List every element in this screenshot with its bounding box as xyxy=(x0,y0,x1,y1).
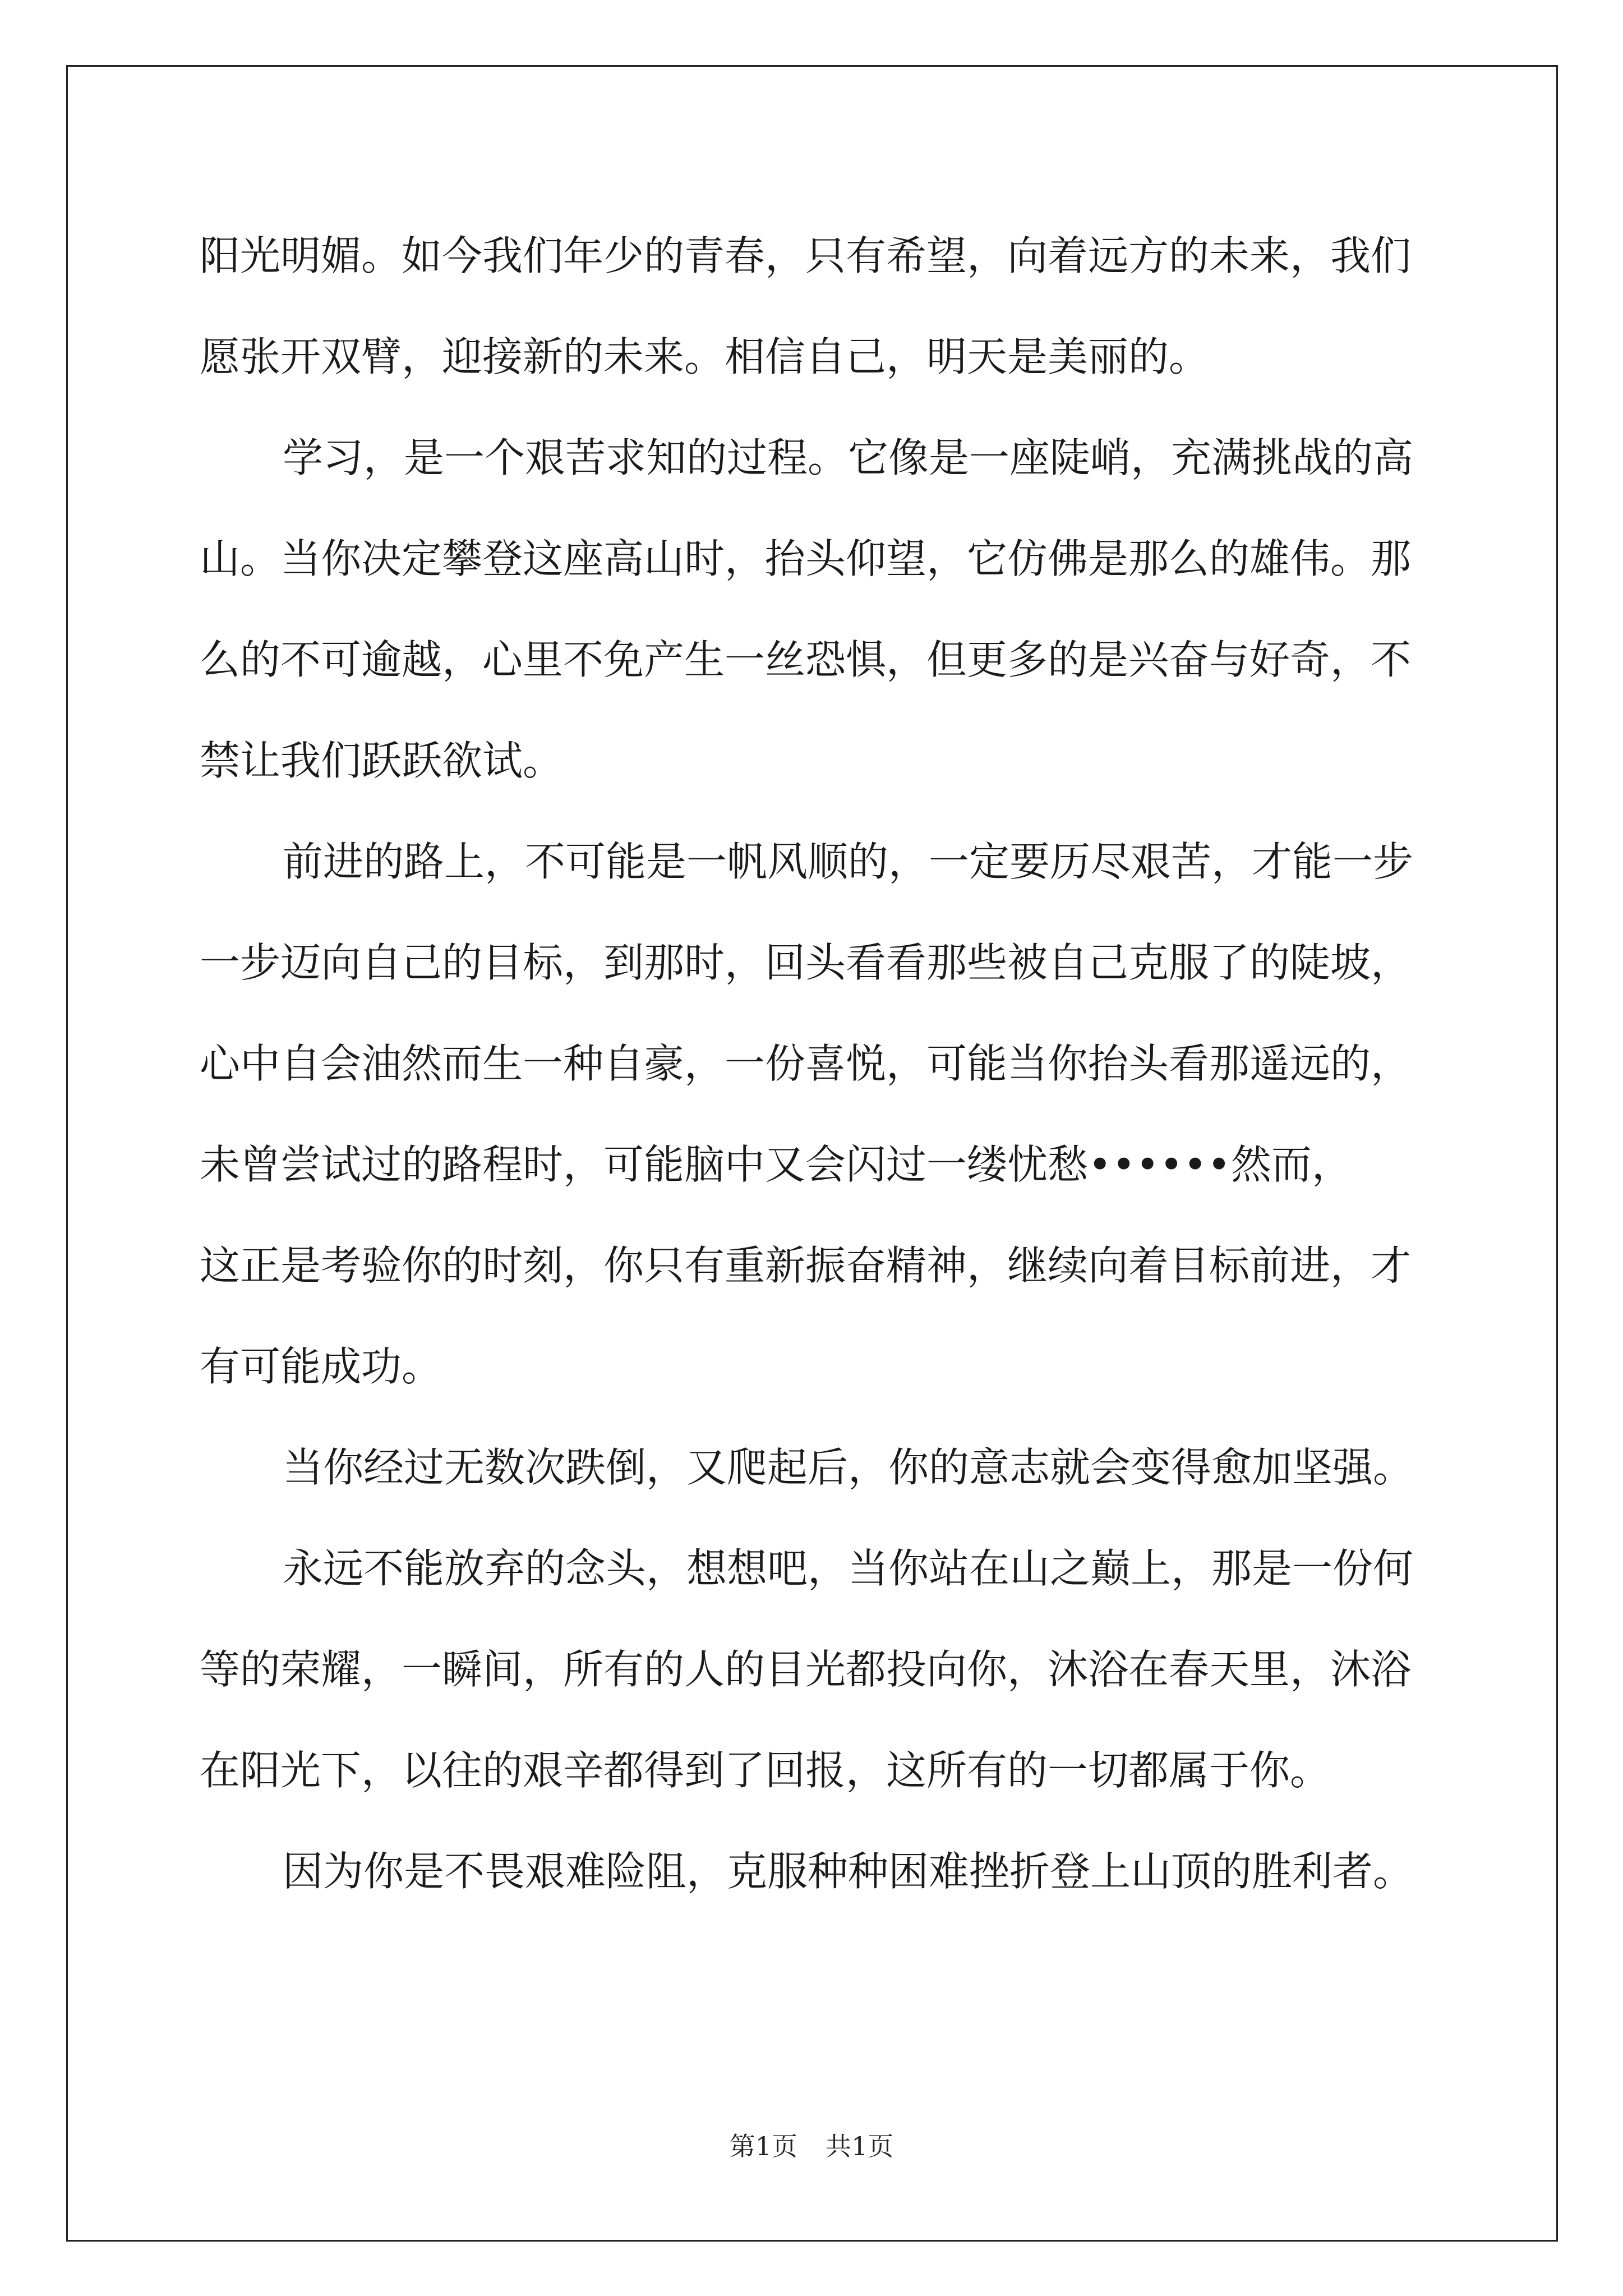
document-body xyxy=(200,205,1439,1922)
text-line: 心中自会油然而生一种自豪，一份喜悦，可能当你抬头看那遥远的， xyxy=(200,1040,1412,1087)
text-line: 愿张开双臂，迎接新的未来。相信自己，明天是美丽的。 xyxy=(200,333,1210,380)
paragraph-start-line: 永远不能放弃的念头，想想吧，当你站在山之巅上，那是一份何 xyxy=(283,1545,1414,1592)
text-line: 未曾尝试过的路程时，可能脑中又会闪过一缕忧愁••••••然而， xyxy=(200,1141,1352,1188)
paragraph-start-line: 学习，是一个艰苦求知的过程。它像是一座陡峭，充满挑战的高 xyxy=(283,434,1414,481)
text-line: 山。当你决定攀登这座高山时，抬头仰望，它仿佛是那么的雄伟。那 xyxy=(200,535,1412,582)
text-line: 这正是考验你的时刻，你只有重新振奋精神，继续向着目标前进，才 xyxy=(200,1242,1412,1289)
text-line: 在阳光下，以往的艰辛都得到了回报，这所有的一切都属于你。 xyxy=(200,1747,1331,1794)
paragraph-start-line: 前进的路上，不可能是一帆风顺的，一定要历尽艰苦，才能一步 xyxy=(283,838,1414,885)
text-line: 么的不可逾越，心里不免产生一丝恐惧，但更多的是兴奋与好奇，不 xyxy=(200,636,1412,683)
text-line: 禁让我们跃跃欲试。 xyxy=(200,737,564,784)
text-line: 有可能成功。 xyxy=(200,1343,442,1390)
total-pages-label: 共1页 xyxy=(826,2131,894,2161)
paragraph-start-line: 因为你是不畏艰难险阻，克服种种困难挫折登上山顶的胜利者。 xyxy=(283,1848,1414,1895)
page-footer xyxy=(0,2126,1623,2163)
text-line: 阳光明媚。如今我们年少的青春，只有希望，向着远方的未来，我们 xyxy=(200,232,1412,279)
paragraph-start-line: 当你经过无数次跌倒，又爬起后，你的意志就会变得愈加坚强。 xyxy=(283,1444,1414,1491)
page-number-label: 第1页 xyxy=(729,2131,797,2161)
text-line: 等的荣耀，一瞬间，所有的人的目光都投向你，沐浴在春天里，沐浴 xyxy=(200,1646,1412,1693)
text-line: 一步迈向自己的目标，到那时，回头看看那些被自己克服了的陡坡， xyxy=(200,939,1412,986)
